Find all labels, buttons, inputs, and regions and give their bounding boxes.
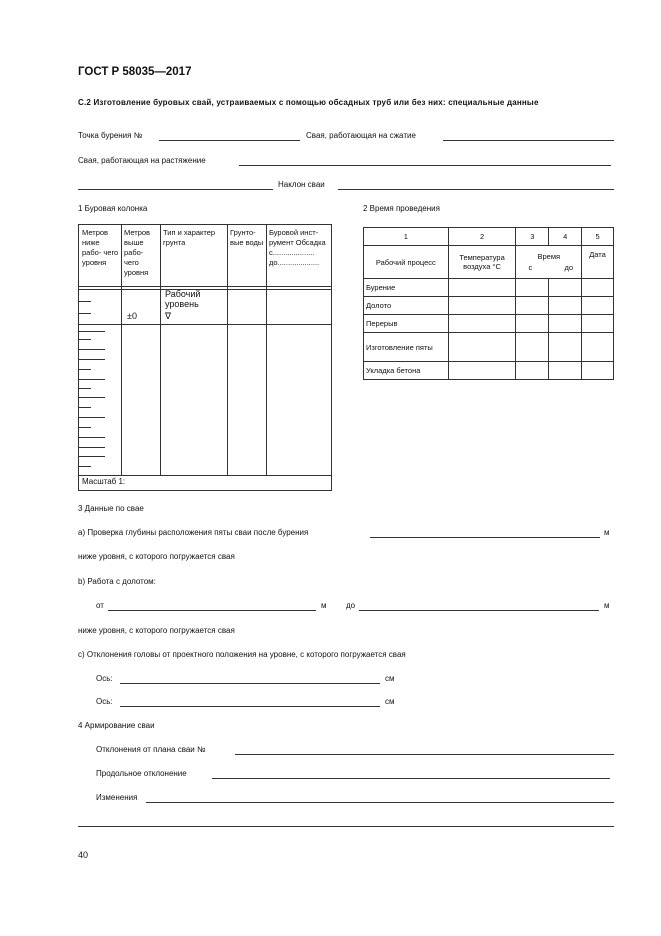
header-drilling-tool: Буровой инст- румент Обсадка с.................... до.................... [269, 228, 326, 267]
document-code: ГОСТ Р 58035—2017 [78, 66, 192, 78]
row-label: Долото [364, 297, 449, 315]
changes-label: Изменения [96, 793, 138, 802]
compression-pile-label: Свая, работающая на сжатие [306, 131, 416, 140]
axis-unit-2: см [385, 697, 395, 706]
table-cell[interactable] [448, 279, 516, 297]
table-cell[interactable] [549, 333, 582, 362]
table-cell[interactable] [582, 333, 614, 362]
below-level-text-2: ниже уровня, с которого погружается свая [78, 626, 235, 635]
row-label: Перерыв [364, 315, 449, 333]
header-time-to: до [564, 263, 574, 272]
header-meters-above: Метров выше рабо- чего уровня [124, 228, 151, 277]
table-cell[interactable] [549, 315, 582, 333]
axis-unit-1: см [385, 674, 395, 683]
header-process: Рабочий процесс [364, 246, 449, 279]
axis-field-2[interactable] [120, 706, 380, 707]
table-cell[interactable] [516, 297, 549, 315]
pile-tilt-label: Наклон сваи [278, 180, 325, 189]
table-cell[interactable] [516, 333, 549, 362]
block1-title: 1 Буровая колонка [78, 204, 148, 213]
axis-label-2: Ось: [96, 697, 113, 706]
work-level-symbol: ∇ [165, 311, 172, 321]
col-number: 5 [582, 228, 614, 246]
table-cell[interactable] [582, 297, 614, 315]
time-table [363, 227, 614, 380]
to-label: до [346, 601, 356, 610]
table-cell[interactable] [448, 297, 516, 315]
header-soil-type: Тип и характер грунта [163, 228, 216, 247]
tension-pile-field[interactable] [239, 165, 611, 166]
col-number: 3 [516, 228, 549, 246]
work-level-label: Рабочий уровень [165, 289, 201, 309]
page-number: 40 [78, 850, 89, 860]
header-time-label: Время [537, 252, 561, 261]
table-cell[interactable] [516, 279, 549, 297]
row-label: Укладка бетона [364, 362, 449, 380]
axis-field-1[interactable] [120, 683, 380, 684]
col-number: 1 [364, 228, 449, 246]
long-deviation-field[interactable] [212, 778, 610, 779]
plan-deviation-label: Отклонения от плана сваи № [96, 745, 206, 754]
header-date: Дата [582, 246, 614, 279]
table-cell[interactable] [582, 279, 614, 297]
from-unit: м [321, 601, 327, 610]
header-meters-below: Метров ниже рабо- чего уровня [82, 228, 119, 267]
table-cell[interactable] [582, 315, 614, 333]
borehole-field[interactable] [159, 140, 300, 141]
table-cell[interactable] [549, 297, 582, 315]
item-a-label: а) Проверка глубины расположения пяты сваи после бурения [78, 528, 309, 537]
block3-title: 3 Данные по свае [78, 504, 144, 513]
item-b-label: b) Работа с долотом: [78, 577, 156, 586]
table-cell[interactable] [582, 362, 614, 380]
item-a-unit: м [604, 528, 610, 537]
blank-field[interactable] [78, 189, 273, 190]
row-label: Бурение [364, 279, 449, 297]
changes-field[interactable] [146, 802, 614, 803]
tension-pile-label: Свая, работающая на растяжение [78, 156, 206, 165]
compression-pile-field[interactable] [443, 140, 614, 141]
plan-deviation-field[interactable] [235, 754, 614, 755]
table-cell[interactable] [549, 362, 582, 380]
row-label: Изготовление пяты [364, 333, 449, 362]
table-cell[interactable] [448, 315, 516, 333]
changes-field-2[interactable] [78, 826, 614, 827]
block4-title: 4 Армирование сваи [78, 721, 155, 730]
col-number: 2 [448, 228, 516, 246]
from-label: от [96, 601, 104, 610]
block2-title: 2 Время проведения [363, 204, 440, 213]
col-number: 4 [549, 228, 582, 246]
header-time-from: с [528, 263, 533, 272]
header-temperature: Температура воздуха °С [448, 246, 516, 279]
zero-mark: ±0 [127, 311, 137, 321]
heel-depth-field[interactable] [370, 537, 600, 538]
pile-tilt-field[interactable] [338, 189, 614, 190]
below-level-text: ниже уровня, с которого погружается свая [78, 552, 235, 561]
item-c-label: с) Отклонения головы от проектного положения на уровне, с которого погружается свая [78, 650, 406, 659]
axis-label-1: Ось: [96, 674, 113, 683]
drilling-column-table [78, 224, 332, 491]
header-time [516, 246, 582, 279]
scale-label: Масштаб 1: [82, 477, 126, 486]
from-field[interactable] [108, 610, 316, 611]
header-groundwater: Грунто- вые воды [230, 228, 264, 247]
table-cell[interactable] [516, 315, 549, 333]
table-cell[interactable] [549, 279, 582, 297]
long-deviation-label: Продольное отклонение [96, 769, 187, 778]
to-unit: м [604, 601, 610, 610]
table-cell[interactable] [448, 333, 516, 362]
table-cell[interactable] [448, 362, 516, 380]
borehole-label: Точка бурения № [78, 131, 143, 140]
table-cell[interactable] [516, 362, 549, 380]
section-title: С.2 Изготовление буровых свай, устраиваемых с помощью обсадных труб или без них: специальные данные [78, 98, 539, 107]
to-field[interactable] [359, 610, 599, 611]
